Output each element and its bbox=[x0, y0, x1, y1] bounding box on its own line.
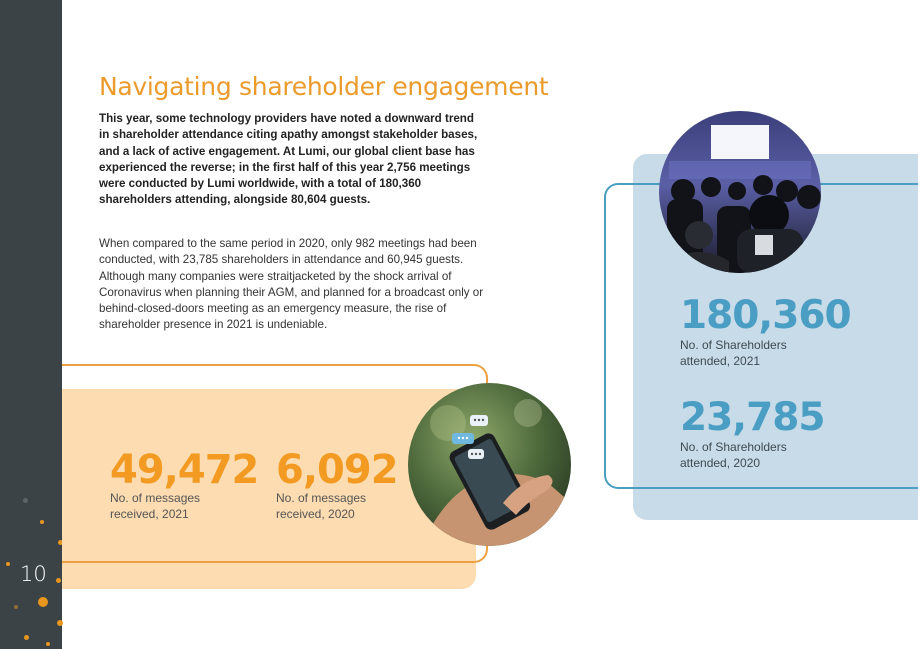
smartphone-messages-photo bbox=[408, 383, 571, 546]
messages-2020-value: 6,092 bbox=[276, 447, 398, 493]
conference-audience-photo bbox=[659, 111, 821, 273]
caption-line: attended, 2021 bbox=[680, 354, 761, 368]
caption-line: attended, 2020 bbox=[680, 456, 761, 470]
shareholders-2020-caption bbox=[680, 439, 787, 471]
body-paragraph: When compared to the same period in 2020, only 982 meetings had been conducted, with 23,785 shareholders in attendance and 60,945 guests. Although many companies were straitjacketed by the shock arrival of Coronavirus when planning their AGM, and planned for a broadcast only or behind-closed-doors meeting as an emergency measure, the rise of shareholder presence in 2021 is undeniable. bbox=[99, 237, 484, 332]
caption-line: received, 2020 bbox=[276, 507, 355, 521]
messages-2021-caption bbox=[110, 490, 200, 522]
caption-line: No. of Shareholders bbox=[680, 440, 787, 454]
messages-2020-caption bbox=[276, 490, 366, 522]
page-title: Navigating shareholder engagement bbox=[99, 72, 549, 101]
caption-line: No. of messages bbox=[276, 491, 367, 505]
caption-line: No. of messages bbox=[110, 491, 201, 505]
shareholders-2020-value: 23,785 bbox=[680, 395, 825, 440]
caption-line: received, 2021 bbox=[110, 507, 189, 521]
shareholders-2021-caption bbox=[680, 337, 787, 369]
shareholders-2021-value: 180,360 bbox=[680, 293, 851, 338]
lead-paragraph: This year, some technology providers have noted a downward trend in shareholder attendance citing apathy amongst stakeholder bases, and a lack of active engagement. At Lumi, our global client base has experienced the reverse; in the first half of this year 2,756 meetings were conducted by Lumi worldwide, with a total of 180,360 shareholders attending, alongside 80,604 guests. bbox=[99, 112, 478, 207]
page-number: 10 bbox=[20, 562, 47, 586]
caption-line: No. of Shareholders bbox=[680, 338, 787, 352]
messages-2021-value: 49,472 bbox=[110, 447, 259, 493]
left-sidebar bbox=[0, 0, 62, 649]
